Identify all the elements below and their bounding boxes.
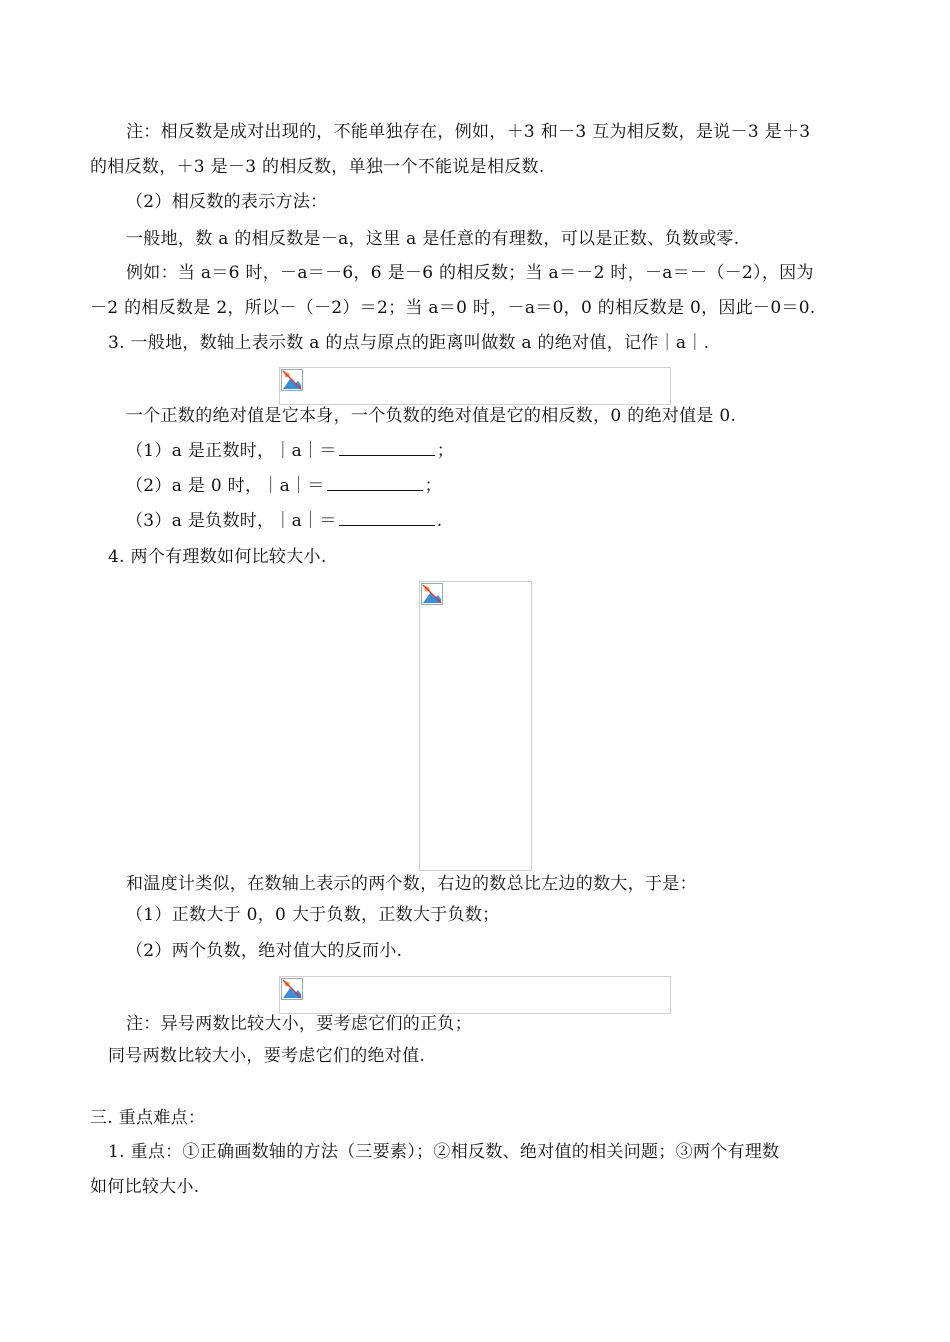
key-points-line2: 如何比较大小.: [90, 1177, 200, 1197]
compare-intro: 和温度计类似，在数轴上表示的两个数，右边的数总比左边的数大，于是：: [126, 874, 697, 894]
compare-note-line1: 注：异号两数比较大小，要考虑它们的正负；: [126, 1014, 472, 1034]
broken-image-icon: [281, 978, 303, 1000]
opposite-example-line1: 例如：当 a＝6 时，－a＝－6，6 是－6 的相反数；当 a＝－2 时，－a＝－（－2），因为: [126, 263, 814, 283]
answer-blank: [339, 510, 435, 526]
opposite-example-line2: －2 的相反数是 2，所以－（－2）＝2；当 a＝0 时，－a＝0，0 的相反数是 0，因此－0＝0.: [90, 298, 816, 318]
key-points-line1: 1. 重点：①正确画数轴的方法（三要素）；②相反数、绝对值的相关问题；③两个有理数: [108, 1142, 780, 1162]
answer-blank: [327, 475, 423, 491]
compare-note-line2: 同号两数比较大小，要考虑它们的绝对值.: [108, 1046, 426, 1066]
broken-image-icon: [421, 583, 443, 605]
formula-image-absolute: [279, 367, 671, 405]
compare-heading: 4. 两个有理数如何比较大小.: [108, 547, 327, 567]
fill-blank-negative-label: （3）a 是负数时，｜a｜＝: [126, 511, 337, 531]
answer-blank: [339, 440, 435, 456]
fill-blank-positive: [126, 440, 906, 462]
punctuation: ；: [436, 441, 455, 461]
opposite-notation-heading: （2）相反数的表示方法：: [126, 192, 328, 212]
formula-image-compare: [279, 976, 671, 1014]
broken-image-icon: [281, 369, 303, 391]
punctuation: .: [436, 511, 443, 531]
note-opposite-pair-line2: 的相反数，＋3 是－3 的相反数，单独一个不能说是相反数.: [90, 157, 545, 177]
fill-blank-positive-label: （1）a 是正数时，｜a｜＝: [126, 441, 337, 461]
thermometer-image: [419, 581, 532, 871]
fill-blank-zero-label: （2）a 是 0 时，｜a｜＝: [126, 476, 325, 496]
absolute-value-definition: 3. 一般地，数轴上表示数 a 的点与原点的距离叫做数 a 的绝对值，记作｜a｜.: [108, 333, 710, 353]
absolute-value-rule: 一个正数的绝对值是它本身，一个负数的绝对值是它的相反数，0 的绝对值是 0.: [126, 406, 737, 426]
compare-rule-1: （1）正数大于 0，0 大于负数，正数大于负数；: [126, 905, 500, 925]
fill-blank-negative: [126, 510, 906, 532]
opposite-definition: 一般地，数 a 的相反数是－a，这里 a 是任意的有理数，可以是正数、负数或零.: [126, 229, 740, 249]
punctuation: ；: [424, 476, 442, 496]
compare-rule-2: （2）两个负数，绝对值大的反而小.: [126, 941, 403, 961]
fill-blank-zero: [126, 475, 906, 497]
note-opposite-pair-line1: 注：相反数是成对出现的，不能单独存在，例如，＋3 和－3 互为相反数，是说－3 是＋3: [126, 122, 811, 142]
section-key-points-heading: 三. 重点难点：: [90, 1108, 206, 1128]
